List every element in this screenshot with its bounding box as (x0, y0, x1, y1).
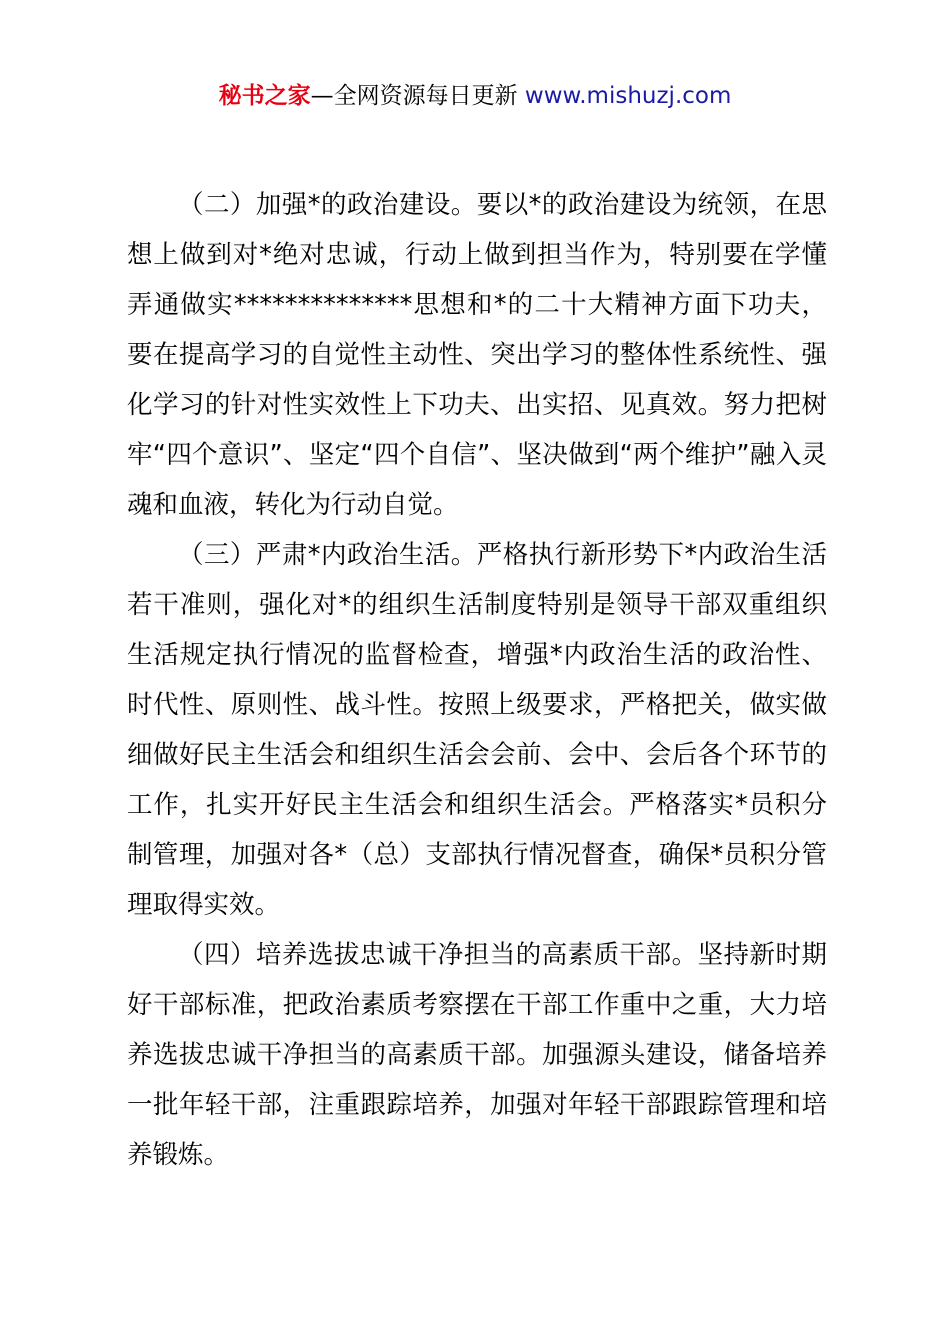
page-header (0, 80, 950, 112)
paragraph-cadre-selection: （四）培养选拔忠诚干净担当的高素质干部。坚持新时期好干部标准，把政治素质考察摆在干部工作重中之重，大力培养选拔忠诚干净担当的高素质干部。加强源头建设，储备培养一批年轻干部，注重跟踪培养，加强对年轻干部跟踪管理和培养锻炼。 (127, 940, 827, 1170)
site-brand: 秘书之家 (218, 83, 311, 109)
site-url-link[interactable]: www.mishuzj.com (524, 83, 732, 109)
site-tagline: —全网资源每日更新 (310, 83, 525, 109)
document-body (127, 180, 827, 1180)
paragraph-political-life: （三）严肃*内政治生活。严格执行新形势下*内政治生活若干准则，强化对*的组织生活制度特别是领导干部双重组织生活规定执行情况的监督检查，增强*内政治生活的政治性、时代性、原则性、战斗性。按照上级要求，严格把关，做实做细做好民主生活会和组织生活会会前、会中、会后各个环节的工作，扎实开好民主生活会和组织生活会。严格落实*员积分制管理，加强对各*（总）支部执行情况督查，确保*员积分管理取得实效。 (127, 540, 827, 920)
paragraph-strengthen-political-building: （二）加强*的政治建设。要以*的政治建设为统领，在思想上做到对*绝对忠诚，行动上做到担当作为，特别要在学懂弄通做实**************思想和*的二十大精神方面下功夫，要在提高学习的自觉性主动性、突出学习的整体性系统性、强化学习的针对性实效性上下功夫、出实招、见真效。努力把树牢“四个意识”、坚定“四个自信”、坚决做到“两个维护”融入灵魂和血液，转化为行动自觉。 (127, 190, 827, 520)
